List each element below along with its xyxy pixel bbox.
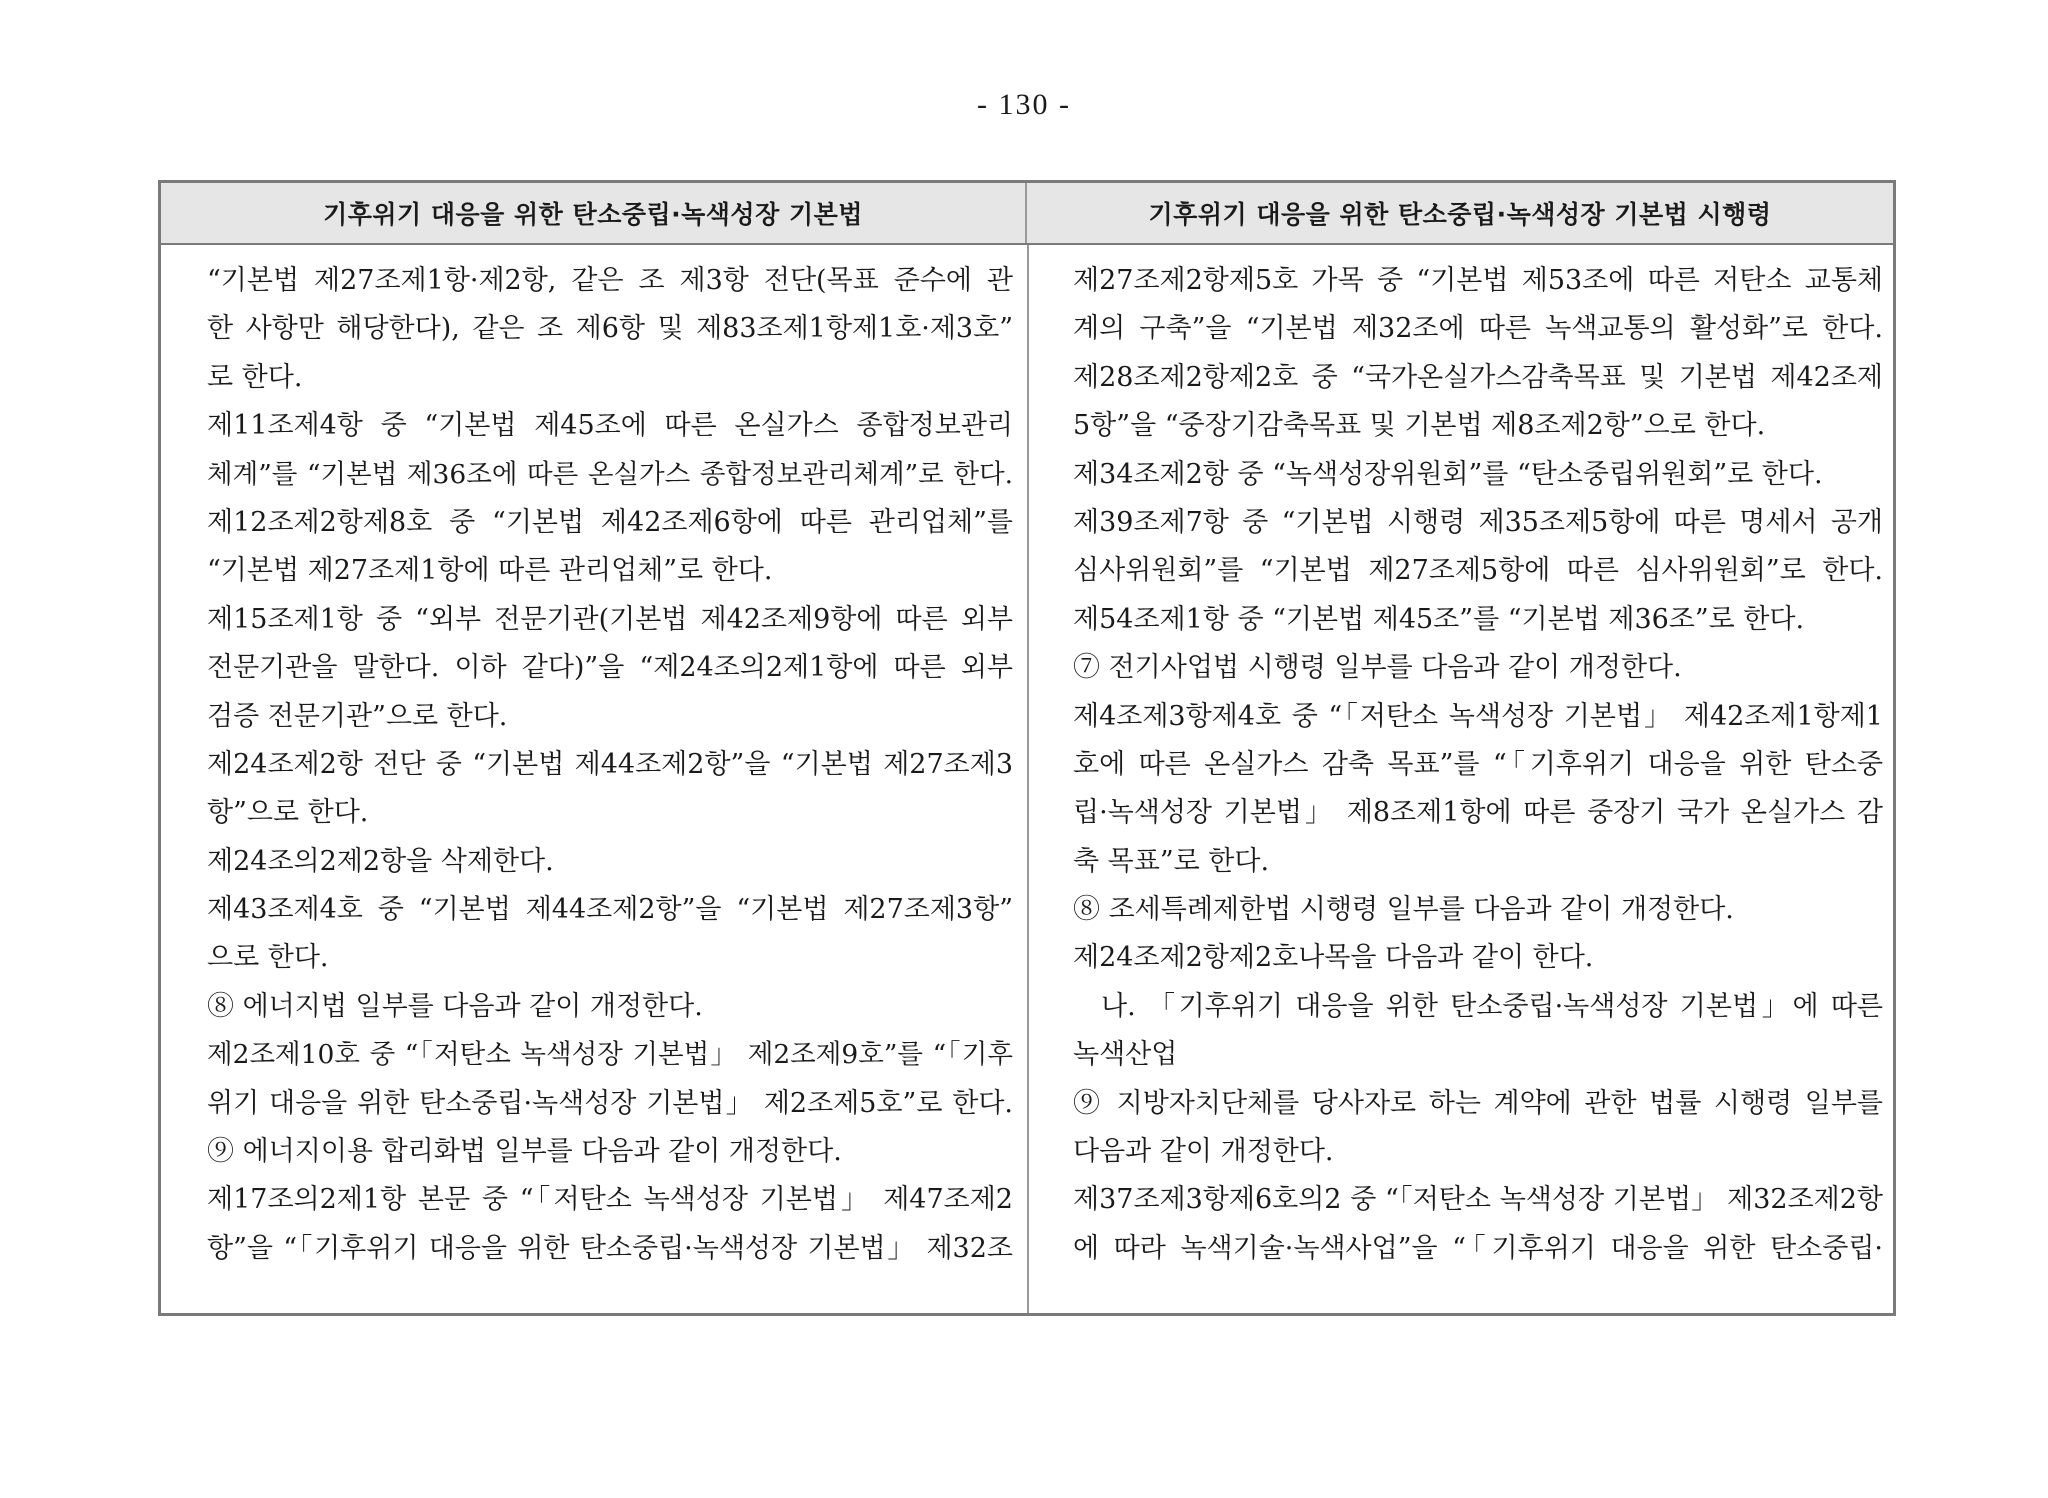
text-line: 한 사항만 해당한다), 같은 조 제6항 및 제83조제1항제1호·제3호” xyxy=(207,313,1013,345)
text-line: 제24조의2제2항을 삭제한다. xyxy=(207,845,554,877)
text-line: 축 목표”로 한다. xyxy=(1073,845,1270,877)
text-line: 항”을 “「기후위기 대응을 위한 탄소중립·녹색성장 기본법」 제32조 xyxy=(207,1232,1013,1264)
text-line: 제54조제1항 중 “기본법 제45조”를 “기본법 제36조”로 한다. xyxy=(1073,603,1805,635)
text-line: 제15조제1항 중 “외부 전문기관(기본법 제42조제9항에 따른 외부 xyxy=(207,603,1013,635)
text-line: ⑧ 조세특례제한법 시행령 일부를 다음과 같이 개정한다. xyxy=(1073,894,1734,926)
text-line: 제4조제3항제4호 중 “「저탄소 녹색성장 기본법」 제42조제1항제1 xyxy=(1073,700,1883,732)
text-line: ⑨ 에너지이용 합리화법 일부를 다음과 같이 개정한다. xyxy=(207,1136,842,1168)
text-line: 검증 전문기관”으로 한다. xyxy=(207,700,508,732)
text-line: 항”으로 한다. xyxy=(207,797,369,829)
text-line: 호에 따른 온실가스 감축 목표”를 “「기후위기 대응을 위한 탄소중 xyxy=(1073,748,1883,780)
text-line: 제11조제4항 중 “기본법 제45조에 따른 온실가스 종합정보관리 xyxy=(207,410,1013,442)
text-line: 제28조제2항제2호 중 “국가온실가스감축목표 및 기본법 제42조제 xyxy=(1073,361,1883,393)
text-line: 체계”를 “기본법 제36조에 따른 온실가스 종합정보관리체계”로 한다. xyxy=(207,458,1013,490)
text-line: 5항”을 “중장기감축목표 및 기본법 제8조제2항”으로 한다. xyxy=(1073,410,1766,442)
text-line: 제24조제2항제2호나목을 다음과 같이 한다. xyxy=(1073,942,1594,974)
text-line: 다음과 같이 개정한다. xyxy=(1073,1136,1334,1168)
text-line: 제39조제7항 중 “기본법 시행령 제35조제5항에 따른 명세서 공개 xyxy=(1073,506,1883,538)
text-line: 제37조제3항제6호의2 중 “「저탄소 녹색성장 기본법」 제32조제2항 xyxy=(1073,1184,1883,1216)
text-line: 립·녹색성장 기본법」 제8조제1항에 따른 중장기 국가 온실가스 감 xyxy=(1073,797,1883,829)
text-line: ⑨ 지방자치단체를 당사자로 하는 계약에 관한 법률 시행령 일부를 xyxy=(1073,1087,1883,1119)
text-line: 계의 구축”을 “기본법 제32조에 따른 녹색교통의 활성화”로 한다. xyxy=(1073,313,1883,345)
text-line: 제34조제2항 중 “녹색성장위원회”를 “탄소중립위원회”로 한다. xyxy=(1073,458,1823,490)
text-line: “기본법 제27조제1항·제2항, 같은 조 제3항 전단(목표 준수에 관 xyxy=(207,265,1013,296)
text-line: 위기 대응을 위한 탄소중립·녹색성장 기본법」 제2조제5호”로 한다. xyxy=(207,1087,1013,1119)
header-basic-act: 기후위기 대응을 위한 탄소중립·녹색성장 기본법 xyxy=(161,183,1027,243)
text-line: 으로 한다. xyxy=(207,942,329,974)
text-line: 나. 「기후위기 대응을 위한 탄소중립·녹색성장 기본법」에 따른 xyxy=(1101,990,1883,1022)
comparison-table xyxy=(158,180,1896,1316)
text-line: 제24조제2항 전단 중 “기본법 제44조제2항”을 “기본법 제27조제3 xyxy=(207,748,1013,780)
text-line: 제43조제4호 중 “기본법 제44조제2항”을 “기본법 제27조제3항” xyxy=(207,894,1013,926)
text-line: 에 따라 녹색기술·녹색사업”을 “「기후위기 대응을 위한 탄소중립· xyxy=(1073,1232,1883,1264)
text-line: 제12조제2항제8호 중 “기본법 제42조제6항에 따른 관리업체”를 xyxy=(207,506,1013,538)
right-column-text xyxy=(1029,245,1895,1313)
text-line: 심사위원회”를 “기본법 제27조제5항에 따른 심사위원회”로 한다. xyxy=(1073,555,1883,587)
text-line: 로 한다. xyxy=(207,361,303,393)
text-line: ⑦ 전기사업법 시행령 일부를 다음과 같이 개정한다. xyxy=(1073,652,1682,684)
page-number: - 130 - xyxy=(977,88,1071,121)
text-line: ⑧ 에너지법 일부를 다음과 같이 개정한다. xyxy=(207,990,703,1022)
table-header-row xyxy=(161,183,1893,245)
header-enforcement-decree: 기후위기 대응을 위한 탄소중립·녹색성장 기본법 시행령 xyxy=(1148,200,1772,229)
text-line: 전문기관을 말한다. 이하 같다)”을 “제24조의2제1항에 따른 외부 xyxy=(207,652,1013,684)
text-line: 제17조의2제1항 본문 중 “「저탄소 녹색성장 기본법」 제47조제2 xyxy=(207,1184,1013,1216)
text-line: 녹색산업 xyxy=(1073,1039,1178,1071)
text-line: “기본법 제27조제1항에 따른 관리업체”로 한다. xyxy=(207,555,773,587)
text-line: 제2조제10호 중 “「저탄소 녹색성장 기본법」 제2조제9호”를 “「기후 xyxy=(207,1039,1013,1071)
text-line: 제27조제2항제5호 가목 중 “기본법 제53조에 따른 저탄소 교통체 xyxy=(1073,265,1883,296)
left-column-text xyxy=(161,245,1027,1313)
